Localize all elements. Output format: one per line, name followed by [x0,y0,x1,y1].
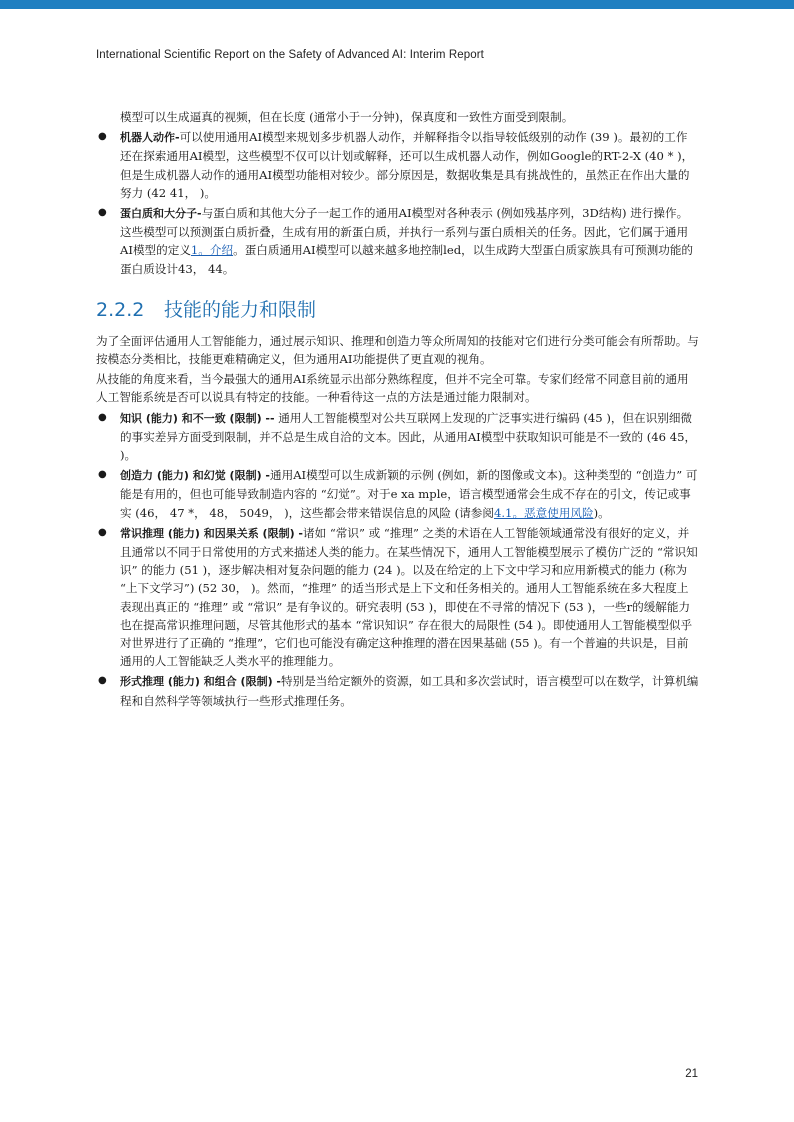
section-heading [96,298,699,322]
body-paragraph: 从技能的角度来看，当今最强大的通用AI系统显示出部分熟练程度，但并不完全可靠。专家们经常不同意目前的通用人工智能系统是否可以说具有特定的技能。一种看待这一点的方法是通过能力限制对。 [96,372,689,405]
page-number: 21 [685,1068,698,1080]
bullet-term: 蛋白质和大分子- [120,207,202,221]
body-paragraph: 为了全面评估通用人工智能能力，通过展示知识、推理和创造力等众所周知的技能对它们进行分类可能会有所帮助。与按模态分类相比，技能更难精确定义，但为通用AI功能提供了更直观的视角。 [96,333,699,367]
bullet-icon: ● [98,526,107,538]
bullet-text: 可以使用通用AI模型来规划多步机器人动作，并解释指令以指导较低级别的动作 (39 )。最初的工作还在探索通用AI模型，这些模型不仅可以计划或解释，还可以生成机器人动作，例如Google的RT-2-X (40 * )，但是生成机器人动作的通用AI模型功能相对较少。部分原因是，数据收集是具有挑战性的，虽然正在作出大量的努力 (42 41， )。 [120,130,694,200]
bullet-text: 通用AI模型可以生成新颖的示例 (例如，新的图像或文本)。这种类型的 “创造力” 可能是有用的，但也可能导致制造内容的 “幻觉”。对于e xa mple，语言模型通常会生成不存在的引文，传记或事实 (46， 47 *， 48， 5049， )，这些都会带来错误信息的风险 (请参阅 [120,468,698,520]
bullet-text: 特别是当给定额外的资源，如工具和多次尝试时，语言模型可以在数学，计算机编程和自然科学等领域执行一些形式推理任务。 [120,674,699,708]
bullet-term: 知识 (能力) 和不一致 (限制) -- [120,411,275,425]
bullet-text: 通用人工智能模型对公共互联网上发现的广泛事实进行编码 (45 )，但在识别细微的事实差异方面受到限制，并不总是生成自洽的文本。因此，从通用AI模型中获取知识可能是不一致的 (46 45， )。 [120,410,697,463]
bullet-list-skills [96,409,699,710]
bullet-icon: ● [98,675,107,687]
bullet-term: 创造力 (能力) 和幻觉 (限制) - [120,469,270,483]
running-header: International Scientific Report on the Safety of Advanced AI: Interim Report [96,49,484,61]
bullet-icon: ● [98,469,107,481]
page-content [96,108,699,710]
bullet-list-modalities [96,128,699,278]
malicious-use-link[interactable]: 4.1。恶意使用风险 [494,505,594,520]
bullet-text-after: 。蛋白质通用AI模型可以越来越多地控制led，以生成跨大型蛋白质家族具有可预测功能的蛋白质设计43， 44。 [120,243,694,276]
bullet-icon: ● [98,207,107,219]
list-item-common-sense [96,524,699,671]
section-number: 2.2.2 [96,298,145,321]
bullet-text-after: )。 [593,505,610,520]
bullet-icon: ● [98,411,107,423]
list-item-creativity [96,466,699,522]
bullet-icon: ● [98,131,107,143]
bullet-term: 机器人动作- [120,131,180,145]
list-item-knowledge [96,409,699,465]
list-item-proteins [96,204,699,278]
bullet-term: 形式推理 (能力) 和组合 (限制) - [120,675,281,689]
list-item-formal-reasoning [96,672,699,709]
intro-section-link[interactable]: 1。介绍 [190,243,234,258]
bullet-text: 与蛋白质和其他大分子一起工作的通用AI模型对各种表示 (例如残基序列，3D结构) 进行操作。这些模型可以预测蛋白质折叠，生成有用的新蛋白质，并执行一系列与蛋白质相关的任务。因此，它们属于通用AI模型的定义 [120,206,689,258]
section-title: 技能的能力和限制 [164,298,317,321]
bullet-term: 常识推理 (能力) 和因果关系 (限制) - [120,526,303,540]
list-item-robotics [96,128,699,202]
bullet-text: 诸如 “常识” 或 “推理” 之类的术语在人工智能领域通常没有很好的定义，并且通常以不同于日常使用的方式来描述人类的能力。在某些情况下，通用人工智能模型展示了模仿广泛的 “常识知识” 的能力 (51 )，逐步解决相对复杂问题的能力 (24 )。以及在给定的上下文中学习和应用新模式的能力 (称为 “上下文学习”) (52 30， )。然而，“推理” 的适当形式是上下文和任务相关的。通用人工智能系统在多大程度上表现出真正的 “推理” 或 “常识” 是有争议的。研究表明 (53 )，即使在不寻常的情况下 (53 )，一些r的缓解能力也在提高常识推理问题，尽管其他形式的基本 “常识知识” 存在很大的局限性 (54 )。即使通用人工智能模型似乎对世界进行了正确的 “推理”，它们也可能没有确定这种推理的潜在因果基础 (55 )。有一个普遍的共识是，目前通用的人工智能缺乏人类水平的推理能力。 [120,525,698,669]
top-accent-bar [0,0,794,9]
intro-continuation-text: 模型可以生成逼真的视频，但在长度 (通常小于一分钟)，保真度和一致性方面受到限制。 [120,110,574,124]
